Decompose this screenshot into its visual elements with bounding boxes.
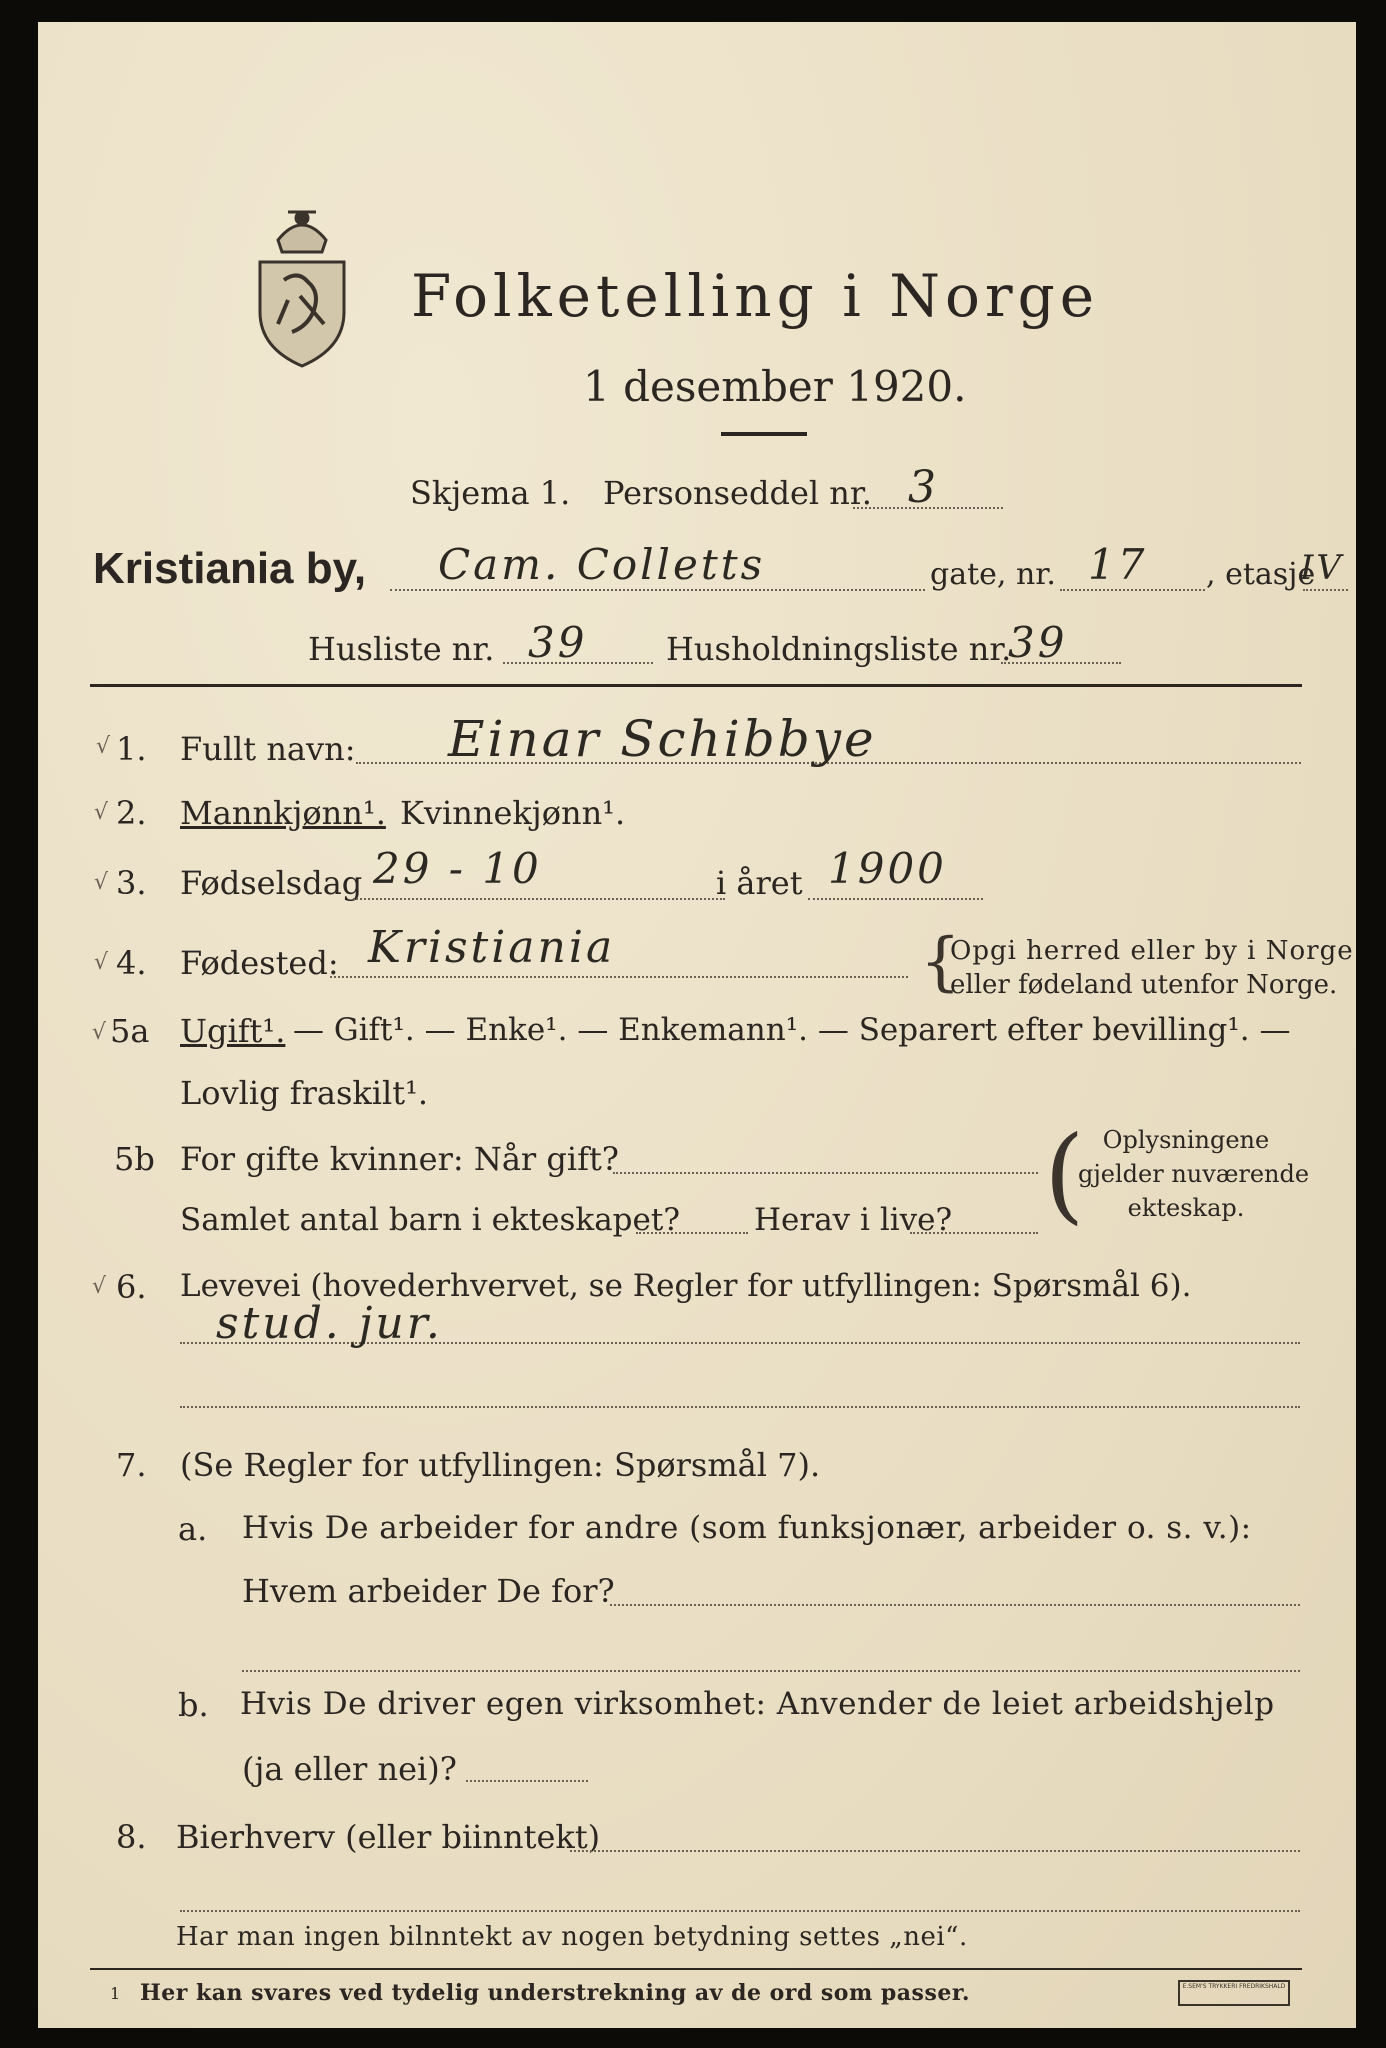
q2-number: 2. (116, 794, 147, 832)
employer-line-1[interactable] (610, 1604, 1300, 1606)
number-line (1060, 589, 1205, 591)
street-value[interactable]: Cam. Colletts (438, 540, 766, 589)
husholdningsliste-label: Husholdningsliste nr. (666, 630, 1012, 668)
q8-label: Bierhverv (eller biinntekt) (176, 1818, 601, 1856)
q7-number: 7. (116, 1446, 147, 1484)
city-label: Kristiania by, (93, 544, 367, 593)
schema-label: Skjema 1. (410, 474, 571, 512)
q5b-note-3: ekteskap. (1127, 1194, 1245, 1222)
q5b-alive-label: Herav i live? (754, 1202, 953, 1238)
check-mark-3: √ (94, 870, 109, 895)
q7-label: (Se Regler for utfyllingen: Spørsmål 7). (180, 1446, 821, 1484)
birthday-value[interactable]: 29 - 10 (373, 844, 542, 893)
street-line (390, 589, 925, 591)
q5b-brace: ( (1044, 1113, 1085, 1235)
q4-note-2: eller fødeland utenfor Norge. (950, 970, 1338, 1000)
check-mark-2: √ (94, 800, 109, 825)
q5b-number: 5b (114, 1140, 155, 1178)
q5b-note-1: Oplysningene (1102, 1126, 1270, 1154)
year-line (808, 898, 983, 900)
check-mark-4: √ (94, 950, 109, 975)
husliste-label: Husliste nr. (308, 630, 495, 668)
alive-line[interactable] (910, 1232, 1038, 1234)
q7a-letter: a. (178, 1510, 208, 1548)
footnote-mark: 1 (110, 1984, 121, 2003)
title-divider (721, 432, 807, 436)
census-form (38, 22, 1356, 2028)
employer-line-2[interactable] (242, 1670, 1300, 1672)
q5a-number: 5a (110, 1012, 150, 1050)
husliste-value[interactable]: 39 (528, 618, 588, 667)
lovlig-fraskilt-option[interactable]: Lovlig fraskilt¹. (180, 1074, 429, 1112)
birthplace-line (330, 976, 908, 978)
q7b-text: Hvis De driver egen virksomhet: Anvender de leiet arbeidshjelp (240, 1686, 1275, 1722)
occupation-value[interactable]: stud. jur. (216, 1298, 443, 1349)
q1-number: 1. (116, 730, 147, 768)
q5b-note-2: gjelder nuværende (1078, 1160, 1310, 1188)
q7a-employer-label: Hvem arbeider De for? (242, 1572, 615, 1610)
full-name-value[interactable]: Einar Schibbye (448, 710, 877, 768)
q6-number: 6. (116, 1268, 147, 1306)
printer-stamp: E.SEM'S TRYKKERI FREDRIKSHALD (1178, 1980, 1290, 2006)
q1-label: Fullt navn: (180, 730, 356, 768)
number-value[interactable]: 17 (1088, 540, 1148, 589)
birthday-line (353, 898, 725, 900)
q7b-letter: b. (178, 1686, 209, 1724)
etasje-line (1303, 589, 1348, 591)
footer-rule (90, 1968, 1302, 1970)
husholdningsliste-value[interactable]: 39 (1008, 618, 1068, 667)
marital-options[interactable]: — Gift¹. — Enke¹. — Enkemann¹. — Separert efter bevilling¹. — (293, 1012, 1291, 1048)
occupation-line-2[interactable] (180, 1406, 1300, 1408)
q4-label: Fødested: (180, 944, 339, 982)
gate-label: gate, nr. (930, 557, 1056, 592)
coat-of-arms-icon (248, 200, 356, 370)
q4-number: 4. (116, 944, 147, 982)
footnote-text: Her kan svares ved tydelig understrekning av de ord som passer. (140, 1980, 971, 2006)
check-mark-1: √ (96, 734, 111, 759)
q4-brace: { (920, 925, 961, 999)
yes-no-line[interactable] (466, 1780, 588, 1782)
check-mark-6: √ (92, 1274, 107, 1299)
side-income-line-2[interactable] (180, 1910, 1300, 1912)
q8-number: 8. (116, 1818, 147, 1856)
no-income-note: Har man ingen bilnntekt av nogen betydning settes „nei“. (176, 1922, 968, 1952)
q3-number: 3. (116, 864, 147, 902)
when-married-line[interactable] (613, 1172, 1038, 1174)
q4-note-1: Opgi herred eller by i Norge (950, 936, 1354, 966)
mannkjonn-option[interactable]: Mannkjønn¹. (180, 794, 386, 832)
form-title: Folketelling i Norge (411, 262, 1100, 330)
ugift-option[interactable]: Ugift¹. (180, 1012, 286, 1050)
children-line[interactable] (636, 1232, 748, 1234)
q5b-when-married-label: For gifte kvinner: Når gift? (180, 1140, 619, 1178)
header-rule (90, 684, 1302, 687)
check-mark-5a: √ (92, 1020, 107, 1045)
personseddel-label: Personseddel nr. (603, 474, 872, 512)
year-label: i året (716, 864, 803, 902)
q3-label: Fødselsdag (180, 864, 363, 902)
q7a-text: Hvis De arbeider for andre (som funksjonær, arbeider o. s. v.): (242, 1510, 1252, 1546)
q7b-yes-no-label: (ja eller nei)? (242, 1750, 457, 1788)
year-value[interactable]: 1900 (828, 844, 947, 893)
kvinnekjonn-option[interactable]: Kvinnekjønn¹. (400, 794, 626, 832)
birthplace-value[interactable]: Kristiania (368, 922, 616, 973)
etasje-label: , etasje (1206, 557, 1316, 592)
q6-label: Levevei (hovederhvervet, se Regler for utfyllingen: Spørsmål 6). (180, 1268, 1192, 1304)
q5b-children-label: Samlet antal barn i ekteskapet? (180, 1202, 680, 1238)
etasje-value[interactable]: IV (1300, 548, 1344, 588)
census-date: 1 desember 1920. (583, 362, 967, 411)
side-income-line-1[interactable] (570, 1850, 1300, 1852)
personseddel-value[interactable]: 3 (908, 462, 939, 513)
